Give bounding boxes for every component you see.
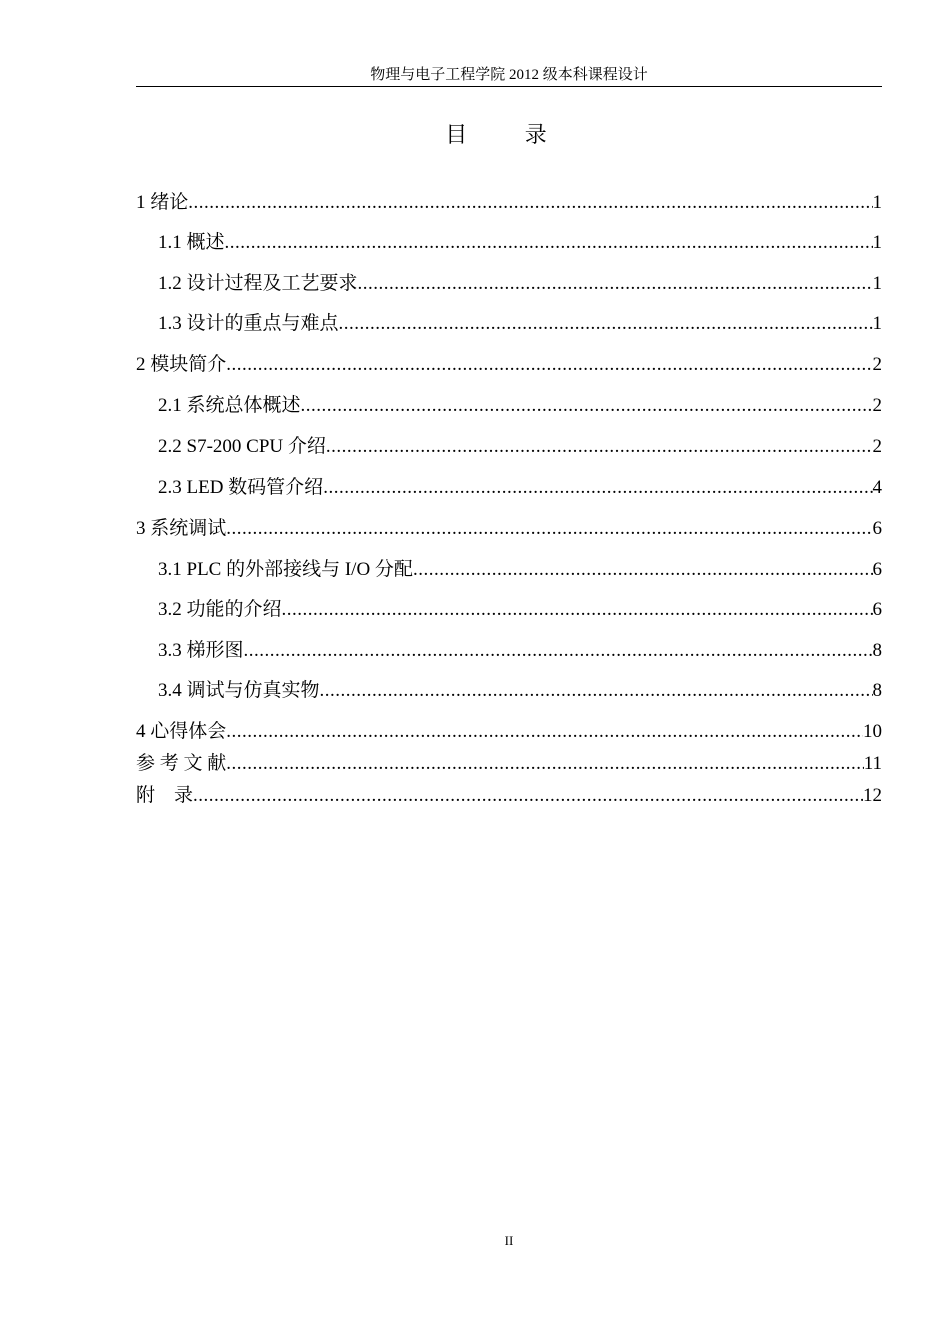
toc-entry-label: 1.3 设计的重点与难点	[158, 313, 339, 334]
dot-leader	[244, 637, 873, 665]
toc-entry-section-1-3[interactable]	[158, 310, 882, 338]
dot-leader	[193, 782, 863, 810]
toc-entry-label: 4 心得体会	[136, 721, 227, 742]
toc-entry-page: 6	[872, 559, 882, 580]
toc-entry-section-2-2[interactable]	[158, 433, 882, 461]
toc-entry-label: 3.4 调试与仿真实物	[158, 680, 320, 701]
toc-entry-chapter-3[interactable]	[136, 515, 882, 543]
toc-entry-label: 1.2 设计过程及工艺要求	[158, 273, 358, 294]
toc-entry-label: 1 绪论	[136, 192, 189, 213]
toc-entry-section-2-3[interactable]	[158, 474, 882, 502]
dot-leader	[225, 229, 873, 257]
dot-leader	[413, 556, 873, 584]
toc-entry-page: 1	[872, 192, 882, 213]
toc-entry-label: 3.1 PLC 的外部接线与 I/O 分配	[158, 559, 413, 580]
dot-leader	[326, 433, 873, 461]
toc-entry-label: 参 考 文 献	[136, 753, 227, 774]
toc-entry-page: 2	[872, 354, 882, 375]
toc-entry-appendix[interactable]	[136, 782, 882, 810]
toc-entry-label: 2.1 系统总体概述	[158, 395, 301, 416]
toc-entry-label: 3.2 功能的介绍	[158, 599, 282, 620]
dot-leader	[226, 718, 863, 746]
toc-entry-label: 附 录	[136, 785, 194, 806]
dot-leader	[226, 351, 872, 379]
toc-entry-page: 2	[872, 436, 882, 457]
dot-leader	[188, 189, 872, 217]
toc-entry-page: 6	[872, 518, 882, 539]
toc-entry-section-3-4[interactable]	[158, 677, 882, 705]
dot-leader	[226, 750, 863, 778]
page-header: 物理与电子工程学院 2012 级本科课程设计	[136, 64, 882, 87]
toc-entry-page: 1	[872, 232, 882, 253]
toc-entry-page: 2	[872, 395, 882, 416]
page-number: II	[504, 1233, 514, 1248]
toc-entry-page: 11	[863, 753, 882, 774]
toc-entry-page: 6	[872, 599, 882, 620]
dot-leader	[301, 392, 873, 420]
toc-entry-page: 8	[872, 680, 882, 701]
toc-title: 目 录	[445, 122, 573, 147]
toc-entry-section-3-3[interactable]	[158, 637, 882, 665]
toc-entry-section-1-2[interactable]	[158, 270, 882, 298]
toc-entry-page: 1	[872, 273, 882, 294]
dot-leader	[339, 310, 873, 338]
toc-entry-references[interactable]	[136, 750, 882, 778]
dot-leader	[323, 474, 872, 502]
toc-entry-label: 1.1 概述	[158, 232, 225, 253]
toc-entry-chapter-4[interactable]	[136, 718, 882, 746]
toc-entry-page: 12	[863, 785, 882, 806]
toc-entry-section-3-2[interactable]	[158, 596, 882, 624]
toc-entry-page: 1	[872, 313, 882, 334]
toc-entry-label: 2.3 LED 数码管介绍	[158, 477, 324, 498]
dot-leader	[282, 596, 873, 624]
toc-entry-page: 4	[872, 477, 882, 498]
dot-leader	[226, 515, 872, 543]
toc-entry-label: 2 模块简介	[136, 354, 227, 375]
dot-leader	[358, 270, 873, 298]
toc-entry-chapter-2[interactable]	[136, 351, 882, 379]
toc-entry-page: 8	[872, 640, 882, 661]
toc-entry-label: 3 系统调试	[136, 518, 227, 539]
toc-entry-label: 2.2 S7-200 CPU 介绍	[158, 436, 326, 457]
toc-entry-section-2-1[interactable]	[158, 392, 882, 420]
dot-leader	[320, 677, 873, 705]
toc-entry-section-1-1[interactable]	[158, 229, 882, 257]
toc-entry-label: 3.3 梯形图	[158, 640, 244, 661]
toc-entry-page: 10	[863, 721, 882, 742]
toc-entry-section-3-1[interactable]	[158, 556, 882, 584]
toc-entry-chapter-1[interactable]	[136, 189, 882, 217]
